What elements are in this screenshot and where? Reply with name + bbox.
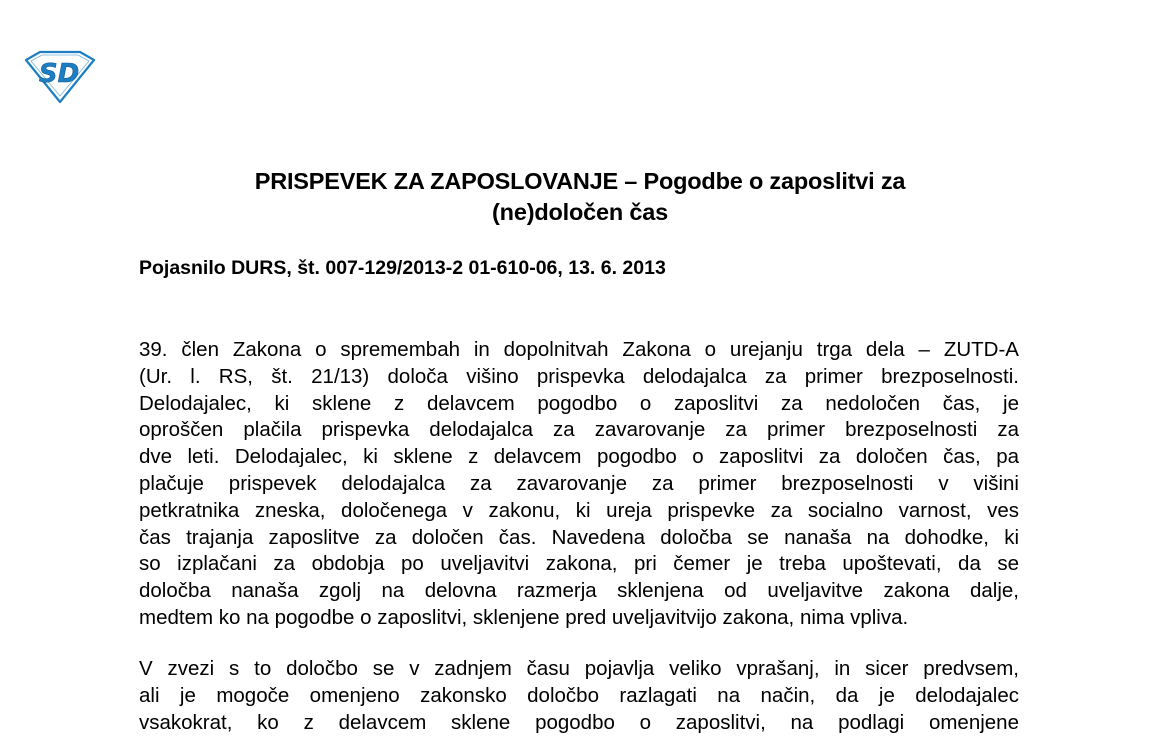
paragraph-line: ali je mogoče omenjeno zakonsko določbo razlagati na način, da je delodajalec	[139, 683, 1019, 707]
paragraph-2	[139, 656, 1019, 736]
paragraph-line: (Ur. l. RS, št. 21/13) določa višino prispevka delodajalca za primer brezposelnosti.	[139, 364, 1019, 388]
paragraph-line: vsakokrat, ko z delavcem sklene pogodbo o zaposlitvi, na podlagi omenjene	[139, 710, 1019, 734]
paragraph-line: medtem ko na pogodbe o zaposlitvi, sklenjene pred uveljavitvijo zakona, nima vpliva.	[139, 605, 909, 629]
paragraph-1	[139, 337, 1019, 632]
paragraph-line: Delodajalec, ki sklene z delavcem pogodbo o zaposlitvi za nedoločen čas, je	[139, 391, 1019, 415]
paragraph-line: 39. člen Zakona o spremembah in dopolnitvah Zakona o urejanju trga dela – ZUTD-A	[139, 338, 1019, 361]
paragraph-line: oproščen plačila prispevka delodajalca za zavarovanje za primer brezposelnosti za	[139, 418, 1019, 442]
paragraph-line: petkratnika zneska, določenega v zakonu, ki ureja prispevke za socialno varnost, ves	[139, 498, 1019, 522]
document-title	[140, 166, 1020, 228]
sd-logo	[22, 50, 96, 104]
sd-shield-logo-icon	[22, 50, 96, 104]
paragraph-line: so izplačani za obdobja po uveljavitvi zakona, pri čemer je treba upoštevati, da se	[139, 552, 1019, 576]
paragraph-line: določba nanaša zgolj na delovna razmerja sklenjena od uveljavitve zakona dalje,	[139, 579, 1019, 603]
paragraph-line: V zvezi s to določbo se v zadnjem času pojavlja veliko vprašanj, in sicer predvsem,	[139, 657, 1019, 680]
svg-text:SD: SD	[38, 59, 80, 89]
title-line-2: (ne)določen čas	[492, 199, 668, 225]
paragraph-line: dve leti. Delodajalec, ki sklene z delavcem pogodbo o zaposlitvi za določen čas, pa	[139, 445, 1019, 469]
title-line-1: PRISPEVEK ZA ZAPOSLOVANJE – Pogodbe o zaposlitvi za	[254, 168, 906, 194]
paragraph-line: plačuje prispevek delodajalca za zavarovanje za primer brezposelnosti v višini	[139, 471, 1019, 495]
document-subtitle: Pojasnilo DURS, št. 007-129/2013-2 01-610-06, 13. 6. 2013	[139, 257, 666, 279]
paragraph-line: čas trajanja zaposlitve za določen čas. Navedena določba se nanaša na dohodke, ki	[139, 525, 1019, 549]
